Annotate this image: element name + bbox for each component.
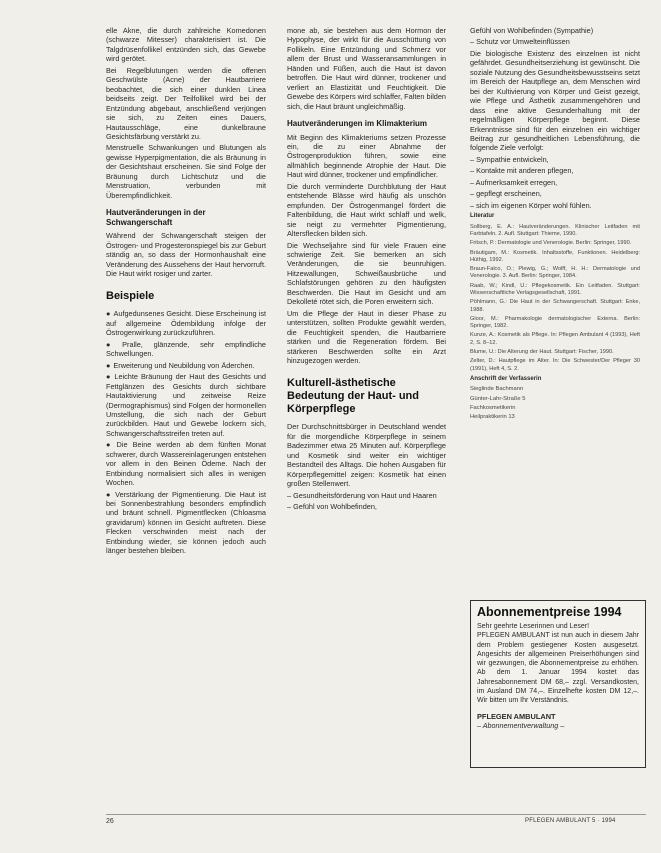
address-line: Heilpraktikerin 13 (470, 414, 515, 421)
address-line: Günter-Lahr-Straße 5 (470, 395, 526, 402)
list-line: – sich im eigenen Körper wohl fühlen. (470, 200, 592, 210)
paragraph: mone ab, sie bestehen aus dem Hormon der Hypophyse, der wirkt für die Ausschüttung von Follikeln. Eine Entzündung und Schmerz vor allem der Brust und Wasseransammlungen in Händen und Füßen, auch die Haut ist davon betroffen. Die Haut wird dünner, trockener und verliert an Elastizität und Feuchtigkeit. Die Gewebe des Körpers wird schlaffer, Falten bilden sich, die Haut bräunt ungleichmäßig. (287, 26, 446, 111)
list-line: – Aufmerksamkeit erregen, (470, 177, 558, 187)
bullet-text: Leichte Bräunung der Haut des Gesichts und Fettglänzen des Gesichts durch sichtbare Hautaktivierung und zeitweise Reize (Dermographismus) sind Folgen der hormonellen Umstellung, die sich nach der Geburt zurückbilden. Haut und Gewebe lockern sich, Schwangerschaftsstreifen treten auf. (106, 372, 266, 438)
literature-entry: Pöhlmann, G.: Die Haut in der Schwangerschaft. Stuttgart: Enke, 1988. (470, 299, 640, 313)
heading-klimakterium: Hautveränderungen im Klimakterium (287, 119, 428, 129)
subscription-lead: Sehr geehrte Leserinnen und Leser! (477, 623, 590, 630)
heading-schwangerschaft: Hautveränderungen in der Schwangerschaft (106, 208, 206, 227)
literature-entry: Gloor, M.: Pharmakologie dermatologischer Externa. Berlin: Springer, 1982. (470, 315, 640, 330)
journal-reference: PFLEGEN AMBULANT 5 · 1994 (525, 818, 616, 824)
bullet-icon: ● (106, 360, 111, 370)
bullet-item (106, 361, 266, 370)
bullet-text: Verstärkung der Pigmentierung. Die Haut ist bei Sonnenbestrahlung besonders empfindlich und bräunt schnell. Pigmentflecken (Chloasma gravidarum) können im Gesicht auftreten. Diese Flecken verschwinden meist nach der Entbindung wieder, sie können jedoch auch länger bestehen bleiben. (106, 489, 266, 556)
bullet-icon: ● (106, 489, 113, 499)
bullet-icon: ● (106, 309, 111, 319)
paragraph: Gefühl von Wohlbefinden (Sympathie) (470, 26, 594, 35)
bullet-icon: ● (106, 339, 120, 349)
subscription-title: Abonnementpreise 1994 (477, 605, 622, 619)
literature-entry: Sollberg, E. A.: Hautveränderungen. Klinischer Leitfaden mit Farbtafeln. 2. Aufl. Stuttgart: Thieme, 1990. (470, 223, 640, 237)
paragraph: Bei Regelblutungen werden die offenen Geschwülste (Acne) der Hautbarriere beobachtet, die sich einer dunklen Linea beidseits zeigt. Der Teilfollikel wird bei der Entzündung abgebaut, anschließend verjüngen sie sich, zu Zeiten eines Dauers, Hautausschläge, eine dunkelbraune Gesichtsfärbung verstärkt zu. (106, 65, 266, 141)
bullet-text: Aufgedunsenes Gesicht. Diese Erscheinung ist auf allgemeine Ödembildung infolge der Östrogenwirkung zurückzuführen. (106, 309, 266, 338)
address-line: Fachkosmetikerin (470, 404, 516, 411)
subscription-brand: PFLEGEN AMBULANT (477, 711, 556, 721)
bullet-item (106, 340, 266, 359)
paragraph: Um die Pflege der Haut in dieser Phase zu unterstützen, sollten Produkte gewählt werden, die Feuchtigkeit spenden, die Hautbarriere stärken und die Regeneration fördern. Bei stärkeren Beschwerden sollte ein Arzt hinzugezogen werden. (287, 308, 446, 365)
list-line: – gepflegt erscheinen, (470, 189, 542, 199)
address-line: Sieglinde Bachmann (470, 386, 524, 393)
literature-entry: Kunze, A.: Kosmetik als Pflege. In: Pflegen Ambulant 4 (1993), Heft 2, S. 8–12. (470, 332, 640, 346)
paragraph: Der Durchschnittsbürger in Deutschland wendet für die morgendliche Körperpflege in seinem Badezimmer etwa 25 Minuten auf. Körperpflege und Kosmetik sind weiter ein wichtiger Bestandteil des Alltags. Die hohen Ausgaben für Körperpflegemittel zeigen: Kosmetik hat einen großen Stellenwert. (287, 422, 446, 489)
literature-entry: Zelter, D.: Hautpflege im Alter. In: Die Schwester/Der Pfleger 30 (1991), Heft 4, S. 2. (470, 358, 640, 372)
dash-item: – Schutz vor Umwelteinflüssen (470, 37, 570, 47)
bullet-text: Erweiterung und Neubildung von Äderchen. (113, 360, 255, 370)
column-1 (106, 26, 266, 558)
literature-entry: Fritsch, P.: Dermatologie und Venerologie. Berlin: Springer, 1990. (470, 240, 632, 247)
bullet-item (106, 309, 266, 337)
heading-beispiele: Beispiele (106, 290, 155, 303)
dash-item: – Gefühl von Wohlbefinden, (287, 502, 377, 512)
bullet-item (106, 372, 266, 438)
subscription-notice-box (470, 600, 646, 768)
subscription-text: PFLEGEN AMBULANT ist nun auch in diesem Jahr dem Problem gestiegener Kosten ausgesetzt. Angesichts der allgemeinen Preiserhöhungen sind wir gezwungen, die Abonnementpreise zu erhöhen. Ab dem 1. Januar 1994 kostet das Jahresabonnement DM 68,– zzgl. Versandkosten, im Ausland DM 74,–. Einzelhefte kosten DM 12,–. Wir bitten um Ihr Verständnis. (477, 632, 639, 705)
literature-entry: Blume, U.: Die Alterung der Haut. Stuttgart: Fischer, 1990. (470, 349, 614, 356)
bullet-text: Pralle, glänzende, sehr empfindliche Schwellungen. (106, 339, 266, 359)
paragraph: Die biologische Existenz des einzelnen ist nicht gefährdet. Gesundheitserziehung ist gewünscht. Die soziale Nutzung des Gesundheitsbewusstseins setzt im Bereich der Hautpflege an, dem Menschen wird bei der Kultivierung von Körper und Geist gezeigt, wie Pflege und Ästhetik zusammengehören und dass eine aktive Gesunderhaltung mit der regelmäßigen Körperpflege beginnt. Diese Erkenntnisse sind für den einzelnen ein wichtiger Beitrag zur gesundheitlichen Lebensführung, die folgende Ziele verfolgt: (470, 48, 640, 153)
paragraph: Die Wechseljahre sind für viele Frauen eine schwierige Zeit. Sie bemerken an sich Veränderungen, die sie beunruhigen. Hitzewallungen, Schweißausbrüche und Schlafstörungen gehören zu den häufigsten Beschwerden. Die Haut im Gesicht und am Dekolleté rötet sich, die Poren erweitern sich. (287, 240, 446, 307)
dash-text: Gesundheitsförderung von Haut und Haaren (293, 490, 437, 500)
list-line: – Sympathie entwickeln, (470, 154, 549, 164)
subscription-department: – Abonnementverwaltung – (477, 720, 565, 730)
heading-kultur: Kulturell-ästhetische Bedeutung der Haut- und Körperpflege (287, 377, 419, 416)
bullet-item (106, 490, 266, 556)
paragraph: Mit Beginn des Klimakteriums setzen Prozesse ein, die zu einer Abnahme der Östrogenproduktion führen, sowie eine allmählich beginnende Atrophie der Haut. Die Haut wird dünner, trockener und empfindlicher. (287, 132, 446, 180)
dash-text: Schutz vor Umwelteinflüssen (476, 37, 570, 47)
column-2 (287, 26, 446, 514)
literature-heading: Literatur (470, 213, 495, 220)
column-3 (470, 26, 640, 423)
footer-divider (106, 814, 646, 815)
bullet-item (106, 440, 266, 487)
paragraph: Menstruelle Schwankungen und Blutungen als gewisse Hyperpigmentation, die als Bräunung in der Gesichtshaut erscheinen. Sie sind Folge der Bräunung durch Lichtschutz und die Menstruation, verbunden mit Überempfindlichkeit. (106, 143, 266, 200)
literature-entry: Bräutigam, M.: Kosmetik. Inhaltsstoffe, Funktionen. Heidelberg: Hüthig, 1992. (470, 249, 640, 263)
dash-item: – Gesundheitsförderung von Haut und Haaren (287, 490, 437, 500)
dash-text: Gefühl von Wohlbefinden, (293, 502, 377, 512)
bullet-icon: ● (106, 440, 114, 450)
literature-entry: Raab, W.; Kindl, U.: Pflegekosmetik. Ein Leitfaden. Stuttgart: Wissenschaftliche Verlagsgesellschaft, 1991. (470, 282, 640, 296)
paragraph: Während der Schwangerschaft steigen der Östrogen- und Progesteronspiegel bis zur Geburt ständig an, so dass der Hormonhaushalt eine Veränderung des Aussehens der Haut hervorruft. Die Haut wirkt rosiger und zarter. (106, 231, 266, 278)
page-number: 26 (106, 818, 114, 825)
paragraph: Die durch verminderte Durchblutung der Haut entstehende Blässe wird häufig als unschön empfunden. Der Östrogenmangel fördert die Faltenbildung, die Haut wirkt schlaff und welk, sie neigt zu vermehrter Pigmentierung, Altersflecken bilden sich. (287, 181, 446, 239)
list-line: – Kontakte mit anderen pflegen, (470, 166, 574, 176)
literature-entry: Braun-Falco, O.; Plewig, G.; Wolff, H. H.: Dermatologie und Venerologie. 3. Aufl. Berlin: Springer, 1984. (470, 266, 640, 280)
bullet-icon: ● (106, 372, 112, 382)
bullet-text: Die Beine werden ab dem fünften Monat schwerer, durch Wassereinlagerungen entstehen vor allem in den Beinen Ödeme. Nach der Entbindung normalisiert sich alles in wenigen Wochen. (106, 440, 266, 488)
address-heading: Anschrift der Verfasserin (470, 375, 542, 382)
paragraph: elle Akne, die durch zahlreiche Komedonen (schwarze Mitesser) charakterisiert ist. Die Talgdrüsenfollikel entzünden sich, das Gewebe wird gerötet. (106, 26, 266, 64)
